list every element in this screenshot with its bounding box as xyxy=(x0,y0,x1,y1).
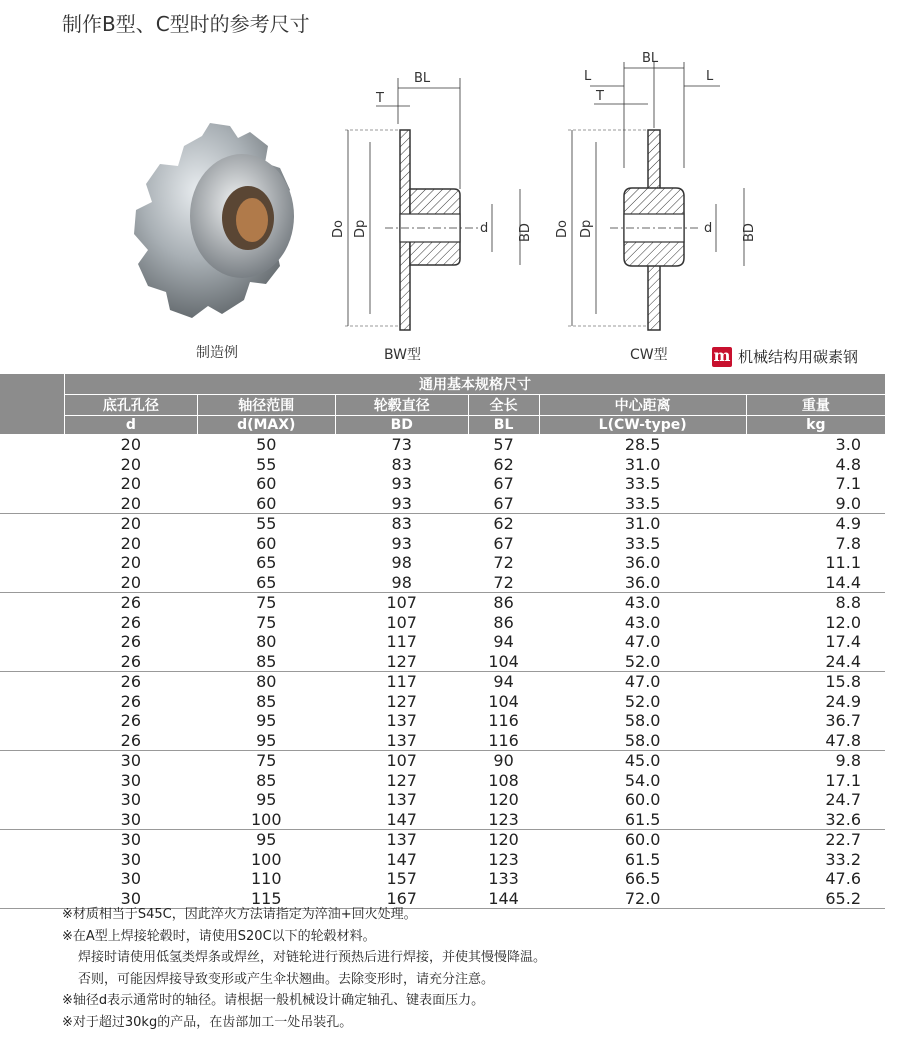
row-side-cell xyxy=(0,652,65,672)
column-header: 中心距离 xyxy=(539,395,746,416)
row-side-cell xyxy=(0,692,65,712)
table-side-header xyxy=(0,374,65,435)
table-cell: 9.0 xyxy=(835,493,861,513)
table-cell: 47.0 xyxy=(624,632,661,652)
table-cell: 75 xyxy=(197,593,335,613)
table-cell: 61.5 xyxy=(624,849,661,869)
table-cell: 95 xyxy=(256,790,277,810)
column-subheader: L(CW-type) xyxy=(539,416,746,435)
table-cell: 94 xyxy=(468,672,539,692)
caption-cw: CW型 xyxy=(630,347,668,363)
table-cell: 85 xyxy=(256,651,277,671)
row-side-cell xyxy=(0,573,65,593)
table-cell: 94 xyxy=(493,632,514,652)
table-cell: 72 xyxy=(493,553,514,573)
table-cell: 30 xyxy=(120,849,141,869)
table-cell: 65 xyxy=(256,553,277,573)
table-cell: 80 xyxy=(256,632,277,652)
row-side-cell xyxy=(0,830,65,850)
table-cell: 20 xyxy=(120,454,141,474)
table-cell: 65 xyxy=(256,572,277,592)
table-cell: 24.4 xyxy=(825,651,861,671)
table-row xyxy=(0,474,885,494)
table-cell: 67 xyxy=(493,474,514,494)
cw-type-drawing xyxy=(550,48,760,338)
table-cell: 107 xyxy=(335,593,468,613)
table-cell: 20 xyxy=(120,474,141,494)
table-row xyxy=(0,494,885,514)
table-cell: 30 xyxy=(120,869,141,889)
table-cell: 36.7 xyxy=(825,711,861,731)
table-cell: 60.0 xyxy=(539,830,746,850)
table-cell: 8.8 xyxy=(746,593,885,613)
dim-bl: BL xyxy=(642,51,659,66)
table-cell: 60 xyxy=(256,474,277,494)
row-side-cell xyxy=(0,711,65,731)
row-side-cell xyxy=(0,455,65,475)
table-cell: 43.0 xyxy=(539,593,746,613)
table-cell: 47.8 xyxy=(825,730,861,750)
table-cell: 20 xyxy=(120,493,141,513)
dim-dp: Dp xyxy=(353,219,368,238)
table-cell: 100 xyxy=(251,849,282,869)
table-cell: 60.0 xyxy=(624,790,661,810)
table-row xyxy=(0,790,885,810)
table-cell: 86 xyxy=(493,612,514,632)
table-cell: 24.9 xyxy=(825,691,861,711)
notes xyxy=(62,904,546,1033)
note-1: ※材质相当于S45C，因此淬火方法请指定为淬油+回火处理。 xyxy=(62,907,417,922)
table-cell: 72 xyxy=(493,572,514,592)
table-cell: 83 xyxy=(335,514,468,534)
table-row xyxy=(0,514,885,534)
bw-type-drawing xyxy=(330,64,540,339)
table-cell: 14.4 xyxy=(825,572,861,592)
material-label xyxy=(712,346,858,367)
column-header: 轴径范围 xyxy=(197,395,335,416)
table-cell: 33.5 xyxy=(624,474,661,494)
table-cell: 33.2 xyxy=(825,849,861,869)
table-row xyxy=(0,751,885,771)
column-header: 底孔孔径 xyxy=(65,395,198,416)
dim-do: Do xyxy=(555,220,570,238)
table-cell: 107 xyxy=(386,612,417,632)
column-subheader: BD xyxy=(335,416,468,435)
table-cell: 85 xyxy=(256,691,277,711)
table-cell: 20 xyxy=(65,435,198,455)
table-cell: 147 xyxy=(386,849,417,869)
note-2a: 焊接时请使用低氢类焊条或焊丝，对链轮进行预热后进行焊接，并使其慢慢降温。 xyxy=(78,950,547,965)
column-header: 全长 xyxy=(468,395,539,416)
table-cell: 107 xyxy=(335,751,468,771)
table-cell: 67 xyxy=(493,493,514,513)
table-cell: 12.0 xyxy=(825,612,861,632)
table-row xyxy=(0,869,885,889)
table-cell: 26 xyxy=(120,691,141,711)
note-3: ※轴径d表示通常时的轴径。请根据一般机械设计确定轴孔、键表面压力。 xyxy=(62,993,485,1008)
table-cell: 137 xyxy=(386,730,417,750)
table-cell: 104 xyxy=(488,651,519,671)
column-subheader: d xyxy=(65,416,198,435)
table-cell: 31.0 xyxy=(624,454,661,474)
dim-l: L xyxy=(706,69,714,84)
table-cell: 127 xyxy=(386,691,417,711)
row-side-cell xyxy=(0,435,65,455)
table-row xyxy=(0,632,885,652)
row-side-cell xyxy=(0,514,65,534)
page-title: 制作B型、C型时的参考尺寸 xyxy=(62,12,310,36)
table-cell: 117 xyxy=(386,632,417,652)
table-cell: 123 xyxy=(488,809,519,829)
table-cell: 123 xyxy=(488,849,519,869)
table-cell: 86 xyxy=(468,593,539,613)
table-cell: 26 xyxy=(120,711,141,731)
table-cell: 26 xyxy=(120,730,141,750)
table-cell: 93 xyxy=(391,474,412,494)
table-cell: 137 xyxy=(386,790,417,810)
table-cell: 55 xyxy=(197,514,335,534)
dim-bl: BL xyxy=(414,71,431,86)
table-cell: 30 xyxy=(65,830,198,850)
table-row xyxy=(0,593,885,613)
column-subheader: d(MAX) xyxy=(197,416,335,435)
table-cell: 95 xyxy=(256,711,277,731)
table-cell: 120 xyxy=(488,790,519,810)
table-cell: 32.6 xyxy=(825,809,861,829)
table-cell: 30 xyxy=(120,809,141,829)
row-side-cell xyxy=(0,751,65,771)
dim-t: T xyxy=(376,91,384,106)
note-2: ※在A型上焊接轮毂时，请使用S20C以下的轮毂材料。 xyxy=(62,928,376,944)
table-cell: 4.9 xyxy=(746,514,885,534)
dim-do: Do xyxy=(331,220,346,238)
row-side-cell xyxy=(0,632,65,652)
table-cell: 58.0 xyxy=(624,711,661,731)
table-cell: 30 xyxy=(65,889,198,909)
table-cell: 98 xyxy=(391,553,412,573)
table-row xyxy=(0,771,885,791)
material-badge: m xyxy=(713,345,731,365)
table-cell: 137 xyxy=(335,830,468,850)
dim-bd: BD xyxy=(518,223,533,242)
dim-bd: BD xyxy=(742,223,757,242)
table-cell: 167 xyxy=(335,889,468,909)
table-cell: 57 xyxy=(468,435,539,455)
column-header: 重量 xyxy=(746,395,885,416)
table-row xyxy=(0,553,885,573)
table-cell: 90 xyxy=(468,751,539,771)
table-cell: 127 xyxy=(386,651,417,671)
table-row xyxy=(0,692,885,712)
table-cell: 116 xyxy=(488,711,519,731)
table-row xyxy=(0,652,885,672)
table-subheader-row xyxy=(0,416,885,435)
row-side-cell xyxy=(0,593,65,613)
dim-dp: Dp xyxy=(579,219,594,238)
table-cell: 43.0 xyxy=(624,612,661,632)
table-cell: 58.0 xyxy=(624,730,661,750)
table-cell: 7.8 xyxy=(835,533,861,553)
row-side-cell xyxy=(0,771,65,791)
row-side-cell xyxy=(0,889,65,909)
table-cell: 75 xyxy=(256,612,277,632)
table-cell: 26 xyxy=(120,632,141,652)
table-cell: 85 xyxy=(256,770,277,790)
table-cell: 50 xyxy=(197,435,335,455)
table-row xyxy=(0,731,885,751)
table-cell: 52.0 xyxy=(624,651,661,671)
table-row xyxy=(0,672,885,692)
caption-example: 制造例 xyxy=(196,345,238,361)
table-cell: 26 xyxy=(120,651,141,671)
row-side-cell xyxy=(0,494,65,514)
caption-bw: BW型 xyxy=(384,347,421,363)
note-4: ※对于超过30kg的产品，在齿部加工一处吊装孔。 xyxy=(62,1014,353,1030)
table-cell: 116 xyxy=(488,730,519,750)
table-row xyxy=(0,455,885,475)
table-cell: 17.4 xyxy=(825,632,861,652)
column-subheader: kg xyxy=(746,416,885,435)
column-subheader: BL xyxy=(468,416,539,435)
table-cell: 55 xyxy=(256,454,277,474)
row-side-cell xyxy=(0,474,65,494)
table-cell: 36.0 xyxy=(624,572,661,592)
table-cell: 120 xyxy=(468,830,539,850)
table-cell: 7.1 xyxy=(835,474,861,494)
table-group-header: 通用基本规格尺寸 xyxy=(65,374,886,395)
table-cell: 73 xyxy=(335,435,468,455)
dim-l: L xyxy=(584,69,592,84)
table-cell: 33.5 xyxy=(624,493,661,513)
table-cell: 144 xyxy=(468,889,539,909)
table-cell: 67 xyxy=(493,533,514,553)
column-header: 轮毂直径 xyxy=(335,395,468,416)
spec-table xyxy=(0,374,885,909)
dim-d: d xyxy=(704,221,713,236)
table-cell: 127 xyxy=(386,770,417,790)
table-cell: 65.2 xyxy=(746,889,885,909)
table-cell: 95 xyxy=(197,830,335,850)
table-row xyxy=(0,850,885,870)
table-row xyxy=(0,534,885,554)
table-cell: 60 xyxy=(256,493,277,513)
table-cell: 62 xyxy=(468,514,539,534)
material-text: 机械结构用碳素钢 xyxy=(738,348,859,366)
table-cell: 26 xyxy=(120,612,141,632)
row-side-cell xyxy=(0,810,65,830)
table-row xyxy=(0,613,885,633)
table-cell: 93 xyxy=(391,533,412,553)
row-side-cell xyxy=(0,731,65,751)
table-cell: 11.1 xyxy=(825,553,861,573)
table-cell: 115 xyxy=(197,889,335,909)
row-side-cell xyxy=(0,672,65,692)
table-cell: 47.0 xyxy=(539,672,746,692)
table-cell: 26 xyxy=(65,672,198,692)
row-side-cell xyxy=(0,534,65,554)
table-cell: 45.0 xyxy=(539,751,746,771)
table-cell: 72.0 xyxy=(539,889,746,909)
table-cell: 104 xyxy=(488,691,519,711)
table-row xyxy=(0,711,885,731)
table-cell: 61.5 xyxy=(624,809,661,829)
table-cell: 33.5 xyxy=(624,533,661,553)
table-cell: 83 xyxy=(391,454,412,474)
table-cell: 20 xyxy=(120,572,141,592)
row-side-cell xyxy=(0,790,65,810)
table-cell: 62 xyxy=(493,454,514,474)
table-cell: 98 xyxy=(391,572,412,592)
table-cell: 3.0 xyxy=(746,435,885,455)
table-cell: 26 xyxy=(65,593,198,613)
table-cell: 110 xyxy=(251,869,282,889)
table-row xyxy=(0,573,885,593)
table-row xyxy=(0,810,885,830)
note-2b: 否则，可能因焊接导致变形或产生伞状翘曲。去除变形时，请充分注意。 xyxy=(78,971,495,987)
table-cell: 60 xyxy=(256,533,277,553)
table-cell: 4.8 xyxy=(835,454,861,474)
table-cell: 137 xyxy=(386,711,417,731)
table-cell: 117 xyxy=(335,672,468,692)
table-cell: 52.0 xyxy=(624,691,661,711)
table-cell: 66.5 xyxy=(624,869,661,889)
table-cell: 95 xyxy=(256,730,277,750)
table-row xyxy=(0,435,885,455)
table-cell: 30 xyxy=(120,790,141,810)
table-cell: 147 xyxy=(386,809,417,829)
table-cell: 30 xyxy=(65,751,198,771)
table-cell: 47.6 xyxy=(825,869,861,889)
row-side-cell xyxy=(0,850,65,870)
table-cell: 30 xyxy=(120,770,141,790)
table-cell: 17.1 xyxy=(825,770,861,790)
table-cell: 93 xyxy=(391,493,412,513)
table-header-row xyxy=(0,395,885,416)
sprocket-photo xyxy=(130,118,300,333)
table-cell: 15.8 xyxy=(746,672,885,692)
table-cell: 36.0 xyxy=(624,553,661,573)
table-cell: 20 xyxy=(65,514,198,534)
row-side-cell xyxy=(0,869,65,889)
dim-d: d xyxy=(480,221,489,236)
table-cell: 100 xyxy=(251,809,282,829)
dim-t: T xyxy=(596,89,604,104)
table-cell: 157 xyxy=(386,869,417,889)
table-cell: 133 xyxy=(488,869,519,889)
table-row xyxy=(0,830,885,850)
table-cell: 54.0 xyxy=(624,770,661,790)
table-cell: 22.7 xyxy=(746,830,885,850)
table-cell: 80 xyxy=(197,672,335,692)
table-cell: 75 xyxy=(197,751,335,771)
table-cell: 24.7 xyxy=(825,790,861,810)
row-side-cell xyxy=(0,613,65,633)
table-cell: 28.5 xyxy=(539,435,746,455)
table-cell: 20 xyxy=(120,533,141,553)
row-side-cell xyxy=(0,553,65,573)
table-cell: 31.0 xyxy=(539,514,746,534)
table-cell: 108 xyxy=(488,770,519,790)
table-cell: 20 xyxy=(120,553,141,573)
table-cell: 9.8 xyxy=(746,751,885,771)
